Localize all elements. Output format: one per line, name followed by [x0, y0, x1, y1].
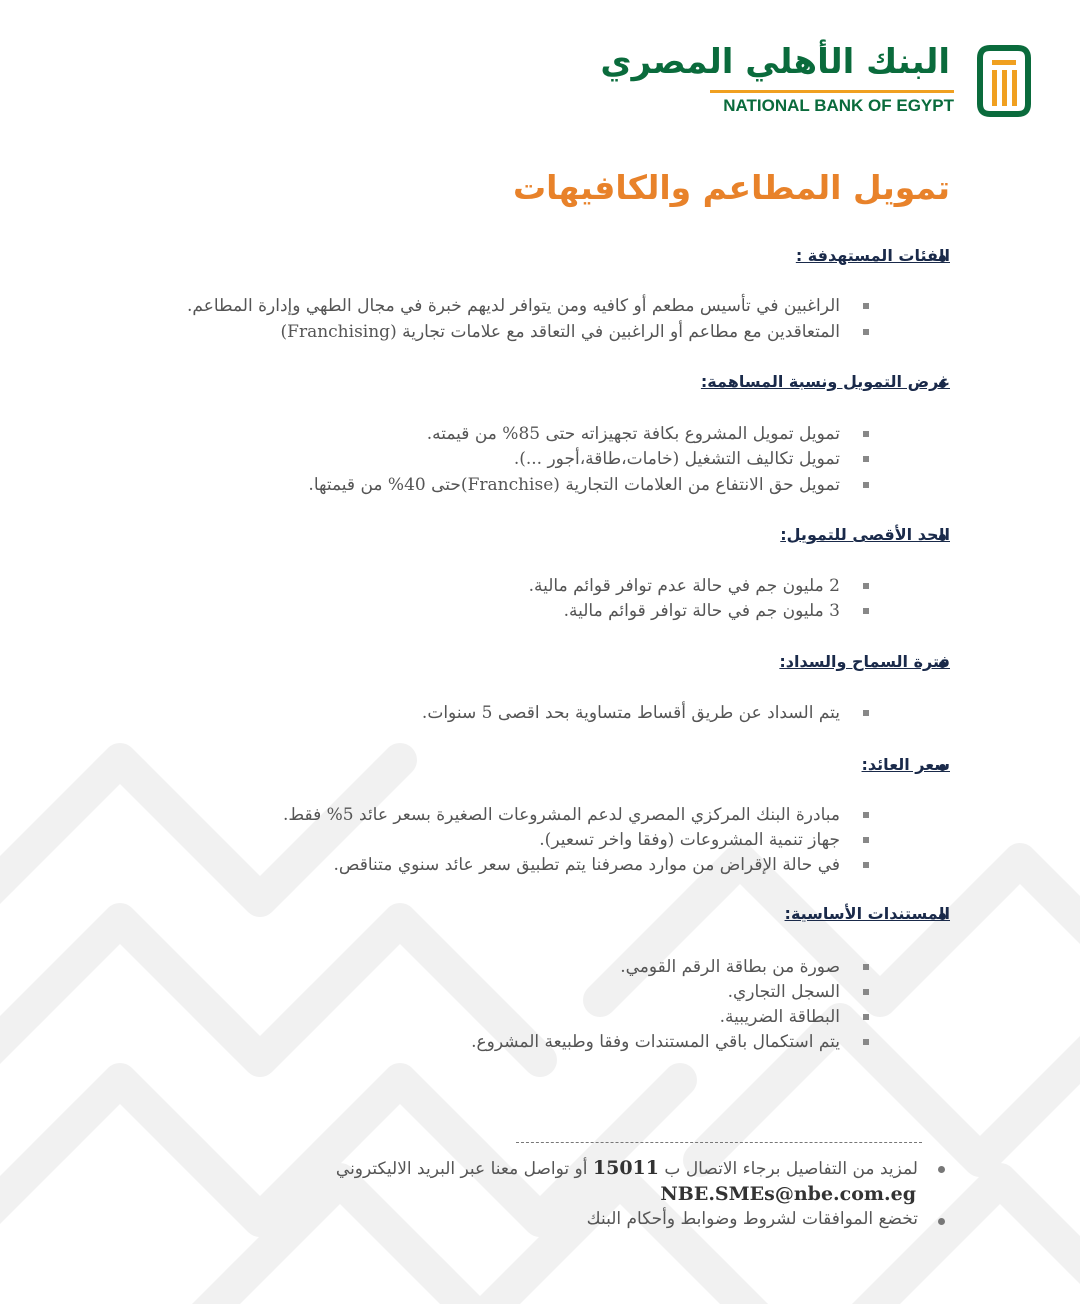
section-heading-documents: المستندات الأساسية: [784, 904, 950, 923]
list-bullet [863, 583, 869, 589]
list-bullet [863, 1014, 869, 1020]
section-heading-financing-purpose: غرض التمويل ونسبة المساهمة: [700, 372, 950, 391]
section-heading-target-groups: الفئات المستهدفة : [795, 246, 950, 265]
list-bullet [863, 812, 869, 818]
section-heading-grace-repayment: فترة السماح والسداد: [779, 652, 950, 671]
list-bullet [863, 862, 869, 868]
list-item: الراغبين في تأسيس مطعم أو كافيه ومن يتوافر لديهم خبرة في مجال الطهي وإدارة المطاعم. [186, 296, 840, 316]
logo-arabic-name: البنك الأهلي المصري [600, 42, 950, 82]
list-item: مبادرة البنك المركزي المصري لدعم المشروعات الصغيرة بسعر عائد 5% فقط. [282, 805, 840, 825]
list-item: تمويل تمويل المشروع بكافة تجهيزاته حتى 85% من قيمته. [426, 424, 840, 444]
list-bullet [863, 989, 869, 995]
list-bullet [863, 608, 869, 614]
contact-suffix: أو تواصل معنا عبر البريد الاليكتروني [335, 1159, 588, 1179]
page-title: تمويل المطاعم والكافيهات [512, 168, 950, 207]
list-bullet [863, 1039, 869, 1045]
list-item: تمويل تكاليف التشغيل (خامات،طاقة،أجور ...). [513, 449, 840, 469]
list-item: جهاز تنمية المشروعات (وفقا واخر تسعير). [539, 830, 840, 850]
list-bullet [863, 837, 869, 843]
section-heading-max-financing: الحد الأقصى للتمويل: [780, 525, 950, 544]
list-bullet [863, 431, 869, 437]
hotline-number: 15011 [592, 1157, 659, 1179]
list-item: المتعاقدين مع مطاعم أو الراغبين في التعاقد مع علامات تجارية (Franchising) [280, 322, 840, 342]
list-item: صورة من بطاقة الرقم القومي. [620, 957, 840, 977]
list-item: يتم استكمال باقي المستندات وفقا وطبيعة المشروع. [471, 1032, 840, 1052]
contact-email[interactable]: NBE.SMEs@nbe.com.eg [660, 1183, 916, 1205]
list-item: 3 مليون جم في حالة توافر قوائم مالية. [563, 601, 840, 621]
section-heading-interest-rate: سعر العائد: [861, 755, 950, 774]
list-item: السجل التجاري. [727, 982, 840, 1002]
contact-prefix: لمزيد من التفاصيل برجاء الاتصال ب [664, 1159, 918, 1179]
list-item: تمويل حق الانتفاع من العلامات التجارية (Franchise)حتى 40% من قيمتها. [308, 475, 840, 495]
footer-bullet [938, 1218, 945, 1225]
list-item: 2 مليون جم في حالة عدم توافر قوائم مالية. [528, 576, 840, 596]
list-item: في حالة الإقراض من موارد مصرفنا يتم تطبيق سعر عائد سنوي متناقص. [333, 855, 840, 875]
list-item: البطاقة الضريبية. [719, 1007, 840, 1027]
list-bullet [863, 964, 869, 970]
footer-divider [516, 1142, 922, 1143]
footer-terms: تخضع الموافقات لشروط وضوابط وأحكام البنك [586, 1209, 918, 1229]
logo-english-name: NATIONAL BANK OF EGYPT [723, 96, 954, 115]
list-bullet [863, 482, 869, 488]
footer-bullet [938, 1166, 945, 1173]
list-bullet [863, 456, 869, 462]
list-bullet [863, 710, 869, 716]
list-item: يتم السداد عن طريق أقساط متساوية بحد اقصى 5 سنوات. [421, 703, 840, 723]
list-bullet [863, 303, 869, 309]
footer-contact [336, 1157, 918, 1179]
list-bullet [863, 329, 869, 335]
